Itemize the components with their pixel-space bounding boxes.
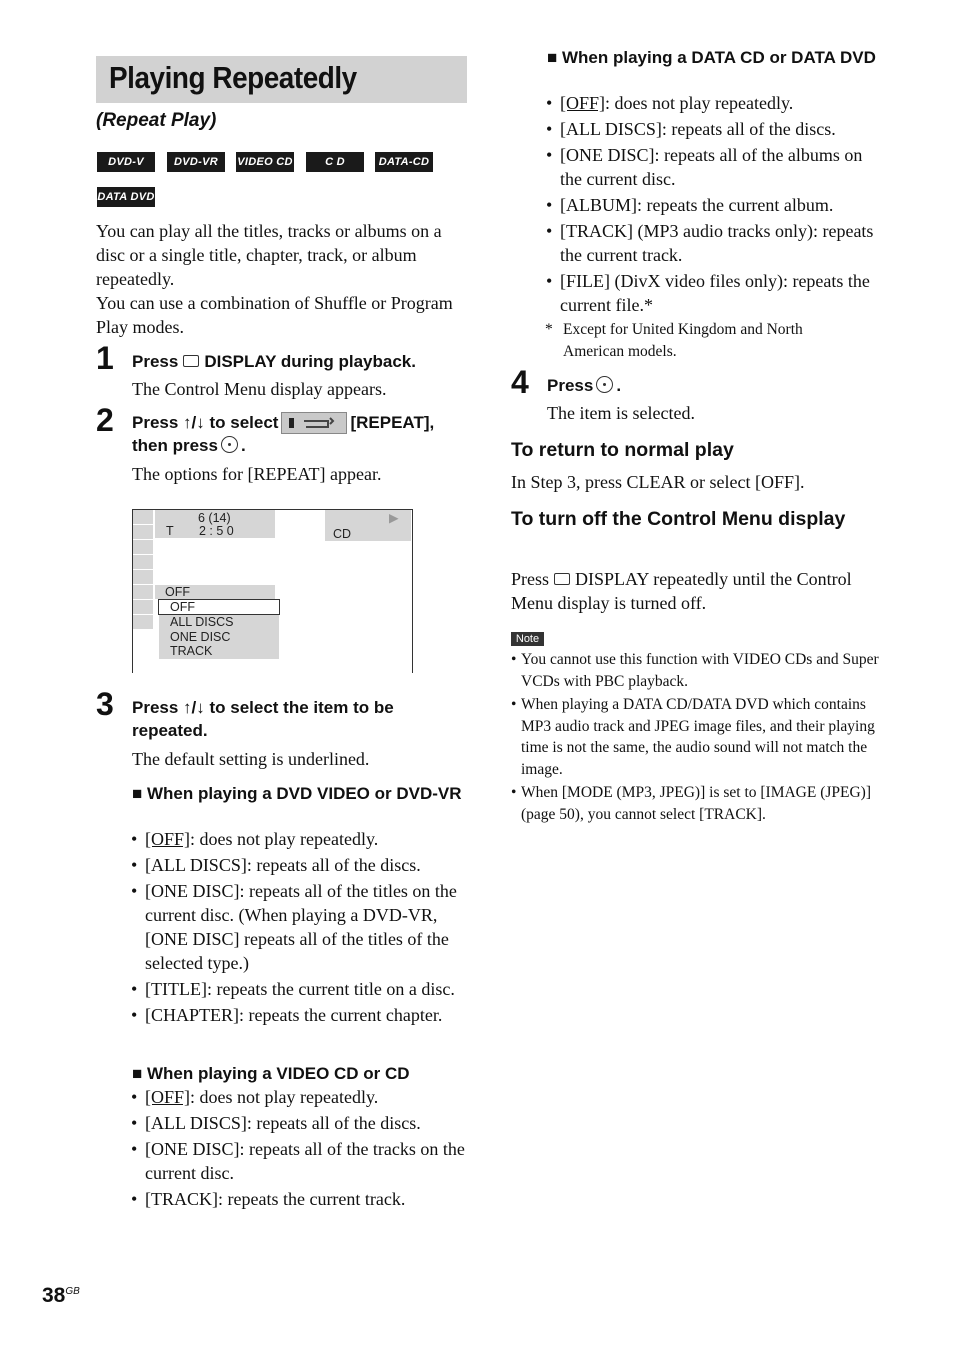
step-2-number: 2 [96,402,114,438]
list-item: • [OFF]: does not play repeatedly. [131,1085,471,1109]
osd-menu-cell [133,540,153,555]
vcd-options-list [131,1085,471,1213]
list-item: • You cannot use this function with VIDEO CDs and Super VCDs with PBC playback. [511,649,881,692]
step-2-heading-a: Press ↑/↓ to select [132,413,279,432]
turnoff-body-b: DISPLAY repeatedly until the Control Menu display is turned off. [511,569,852,613]
title-bar [96,56,467,103]
list-item: • [ONE DISC]: repeats all of the albums on the current disc. [546,143,886,191]
turnoff-section-heading: To turn off the Control Menu display [511,508,846,530]
osd-t-label: T [166,524,174,538]
page-number-value: 38 [42,1284,66,1307]
badge-dvd-vr: DVD-VR [167,152,225,172]
badge-data-dvd: DATA DVD [97,187,155,207]
step-2-heading-c: then press [132,436,218,455]
osd-option-all-discs: ALL DISCS [170,615,234,629]
badge-video-cd: VIDEO CD [236,152,294,172]
list-item: • [ALL DISCS]: repeats all of the discs. [131,853,471,877]
step-4-heading-b: . [616,376,622,395]
step-4-number: 4 [511,364,529,400]
enter-button-icon [221,436,238,453]
vcd-section-heading: ■ When playing a VIDEO CD or CD [132,1064,410,1083]
step-3-number: 3 [96,686,114,722]
step-2-heading-d: . [240,436,246,455]
step-3-heading: Press ↑/↓ to select the item to be repeated. [132,698,394,740]
page-title: Playing Repeatedly [109,60,357,95]
list-item: • [ALBUM]: repeats the current album. [546,193,886,217]
repeat-icon [281,412,347,434]
osd-menu-cell [133,615,153,630]
step-1-number: 1 [96,340,114,376]
step-2-heading [132,411,477,457]
step-1-heading-b: DISPLAY during playback. [204,352,416,371]
footnote: Except for United Kingdom and North American models. [563,321,803,360]
list-item: • [OFF]: does not play repeatedly. [131,827,471,851]
list-item: • [CHAPTER]: repeats the current chapter. [131,1003,471,1027]
intro-paragraph-2: You can use a combination of Shuffle or Program Play modes. [96,293,453,337]
list-item: • [ONE DISC]: repeats all of the titles on the current disc. (When playing a DVD-VR, [ONE DISC] repeats all of the titles of the selected type.) [131,879,471,975]
data-section-heading: ■ When playing a DATA CD or DATA DVD [547,48,876,67]
badge-cd: C D [306,152,364,172]
footnote-mark: * [545,321,553,338]
return-section-heading: To return to normal play [511,439,734,461]
osd-menu-cell [133,555,153,570]
subtitle: (Repeat Play) [96,110,217,131]
osd-counter: 6 (14) [198,511,231,525]
list-item: • [TRACK] (MP3 audio tracks only): repeats the current track. [546,219,886,267]
display-button-icon [554,573,570,585]
data-options-list [546,91,886,319]
page-suffix: GB [65,1286,80,1297]
osd-menu-cell [133,510,153,525]
list-item: • When [MODE (MP3, JPEG)] is set to [IMAGE (JPEG)] (page 50), you cannot select [TRACK]. [511,782,881,825]
list-item: • [TRACK]: repeats the current track. [131,1187,471,1211]
turnoff-section-body [511,567,886,615]
list-item: • [OFF]: does not play repeatedly. [546,91,886,115]
list-item: • [TITLE]: repeats the current title on a disc. [131,977,471,1001]
list-item: • [ALL DISCS]: repeats all of the discs. [546,117,886,141]
step-2-body: The options for [REPEAT] appear. [132,464,382,484]
badge-dvd-v: DVD-V [97,152,155,172]
list-item: • [ALL DISCS]: repeats all of the discs. [131,1111,471,1135]
dvd-options-list [131,827,471,1029]
osd-current: OFF [165,585,190,599]
step-2-heading-b: [REPEAT], [350,413,435,432]
list-item: • [FILE] (DivX video files only): repeats the current file.* [546,269,886,317]
osd-option-track: TRACK [170,644,213,658]
page-number [42,1284,80,1308]
control-menu-display [132,509,413,673]
step-1-heading-a: Press [132,352,179,371]
note-list [511,649,881,827]
osd-menu-cell [133,600,153,615]
osd-menu-cell [133,570,153,585]
step-4-body: The item is selected. [547,403,695,423]
badge-data-cd: DATA-CD [375,152,433,172]
osd-menu-cell [133,585,153,600]
osd-time: 2 : 5 0 [199,524,234,538]
turnoff-body-a: Press [511,569,550,589]
intro-paragraph-1: You can play all the titles, tracks or albums on a disc or a single title, chapter, track, or album repeatedly. [96,221,442,289]
play-icon: ▶ [389,511,399,525]
osd-disc: CD [333,527,352,541]
display-button-icon [183,355,199,367]
list-item: • [ONE DISC]: repeats all of the tracks on the current disc. [131,1137,471,1185]
list-item: • When playing a DATA CD/DATA DVD which contains MP3 audio track and JPEG image files, and their playing time is not the same, the audio sound will not match the image. [511,694,881,780]
step-4-heading [547,374,621,397]
enter-button-icon [596,376,613,393]
return-section-body: In Step 3, press CLEAR or select [OFF]. [511,472,805,492]
osd-option-off: OFF [170,600,195,614]
osd-menu-cell [133,525,153,540]
note-label: Note [511,632,544,646]
osd-option-one-disc: ONE DISC [170,630,231,644]
step-4-heading-a: Press [547,376,594,395]
dvd-section-heading: ■ When playing a DVD VIDEO or DVD-VR [132,784,462,803]
step-1-body: The Control Menu display appears. [132,379,387,399]
step-1-heading [132,350,472,373]
step-3-body: The default setting is underlined. [132,749,370,769]
